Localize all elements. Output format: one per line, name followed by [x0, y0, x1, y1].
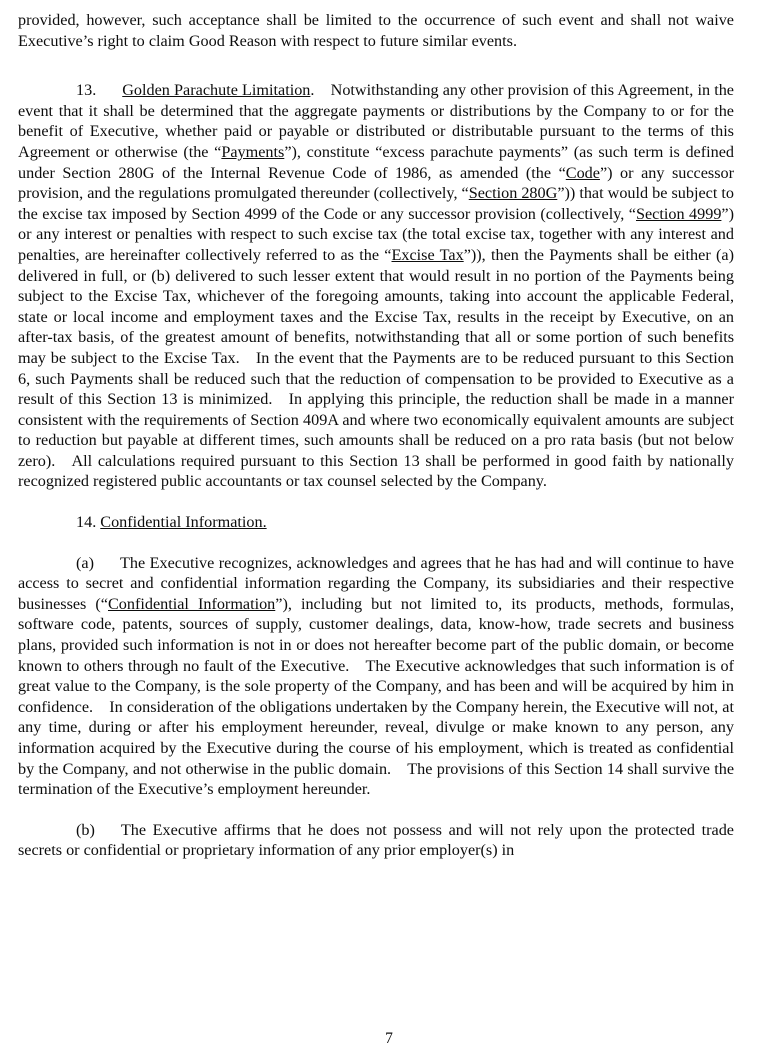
paragraph-carryover: [18, 10, 734, 51]
page-number: 7: [385, 1030, 393, 1047]
section-13-text-4: ”)) that would be subject to the excise tax imposed by Section 4999 of the Code or any successor provision (collectively, “: [18, 184, 734, 223]
paragraph-section-13: [18, 80, 734, 492]
term-code: Code: [565, 163, 600, 182]
section-13-text-2: ”), constitute “excess parachute payments” (as such term is defined under Section 280G of the Internal Revenue Code of 1986, as amended (the “: [18, 142, 734, 182]
section-14-number: 14.: [76, 513, 97, 532]
term-section-4999: Section 4999: [635, 204, 722, 223]
section-14-a-text-2: ”), including but not limited to, its products, methods, formulas, software code, patents, sources of supply, customer dealings, data, know-how, trade secrets and business plans, provided such information is not in or does not hereafter become part of the public domain, or become known to others through no fault of the Executive. The Executive acknowledges that such information is of great value to the Company, is the sole property of the Company, and has been and will be acquired by him in confidence. In consideration of the obligations undertaken by the Company herein, the Executive will not, at any time, during or after his employment hereunder, reveal, divulge or make known to any person, any information acquired by the Executive during the course of his employment, which is treated as confidential by the Company, and not otherwise in the public domain. The provisions of this Section 14 shall survive the termination of the Executive’s employment hereunder.: [18, 594, 734, 799]
section-13-text-6: ”)), then the Payments shall be either (a) delivered in full, or (b) delivered to such lesser extent that would result in no portion of the Payments being subject to the Excise Tax, whichever of the foregoing amounts, taking into account the applicable Federal, state or local income and employment taxes and the Excise Tax, results in the receipt by Executive, on an after-tax basis, of the greatest amount of benefits, notwithstanding that all or some portion of such benefits may be subject to the Excise Tax. In the event that the Payments are to be reduced pursuant to this Section 6, such Payments shall be reduced such that the reduction of compensation to be provided to Executive as a result of this Section 13 is minimized. In applying this principle, the reduction shall be made in a manner consistent with the requirements of Section 409A and where two economically equivalent amounts are subject to reduction but payable at different times, such amounts shall be reduced on a pro rata basis (but not below zero). All calculations required pursuant to this Section 13 shall be performed in good faith by nationally recognized registered public accountants or tax counsel selected by the Company.: [18, 245, 734, 491]
page-body: [18, 10, 734, 861]
carryover-text: provided, however, such acceptance shall be limited to the occurrence of such event and shall not waive Executive’s right to claim Good Reason with respect to future similar events.: [18, 11, 734, 50]
section-14-a-text-1: The Executive recognizes, acknowledges and agrees that he has had and will continue to have access to secret and confidential information regarding the Company, its subsidiaries and their respective businesses (“: [18, 553, 734, 613]
paragraph-section-14-b: [18, 820, 734, 861]
paragraph-section-14-a: [18, 553, 734, 800]
section-14-b-text-1: The Executive affirms that he does not possess and will not rely upon the protected trade secrets or confidential or proprietary information of any prior employer(s) in: [18, 820, 734, 860]
section-13-heading: Golden Parachute Limitation: [122, 81, 311, 100]
spacer: [18, 533, 734, 553]
section-13-text-5: ”) or any interest or penalties with respect to such excise tax (the total excise tax, together with any interest and penalties, are hereinafter collectively referred to as the “: [18, 204, 734, 264]
section-14-b-label: (b): [76, 820, 95, 839]
section-13-text-1: . Notwithstanding any other provision of this Agreement, in the event that it shall be determined that the aggregate payments or distributions by the Company to or for the benefit of Executive, whether paid or payable or distributed or distributable pursuant to the terms of this Agreement or otherwise (the “: [18, 81, 734, 161]
term-confidential-information: Confidential Information: [107, 594, 276, 613]
term-section-280g: Section 280G: [468, 184, 558, 203]
section-13-number: 13.: [76, 81, 97, 100]
term-excise-tax: Excise Tax: [391, 245, 464, 264]
section-14-a-label: (a): [76, 553, 94, 572]
section-14-heading: Confidential Information.: [100, 513, 267, 532]
spacer: [18, 492, 734, 512]
spacer: [18, 800, 734, 820]
section-13-text-3: ”) or any successor provision, and the regulations promulgated thereunder (collectively, “: [18, 163, 734, 203]
paragraph-section-14-heading: [18, 512, 734, 533]
spacer: [18, 51, 734, 80]
term-payments: Payments: [221, 142, 285, 161]
